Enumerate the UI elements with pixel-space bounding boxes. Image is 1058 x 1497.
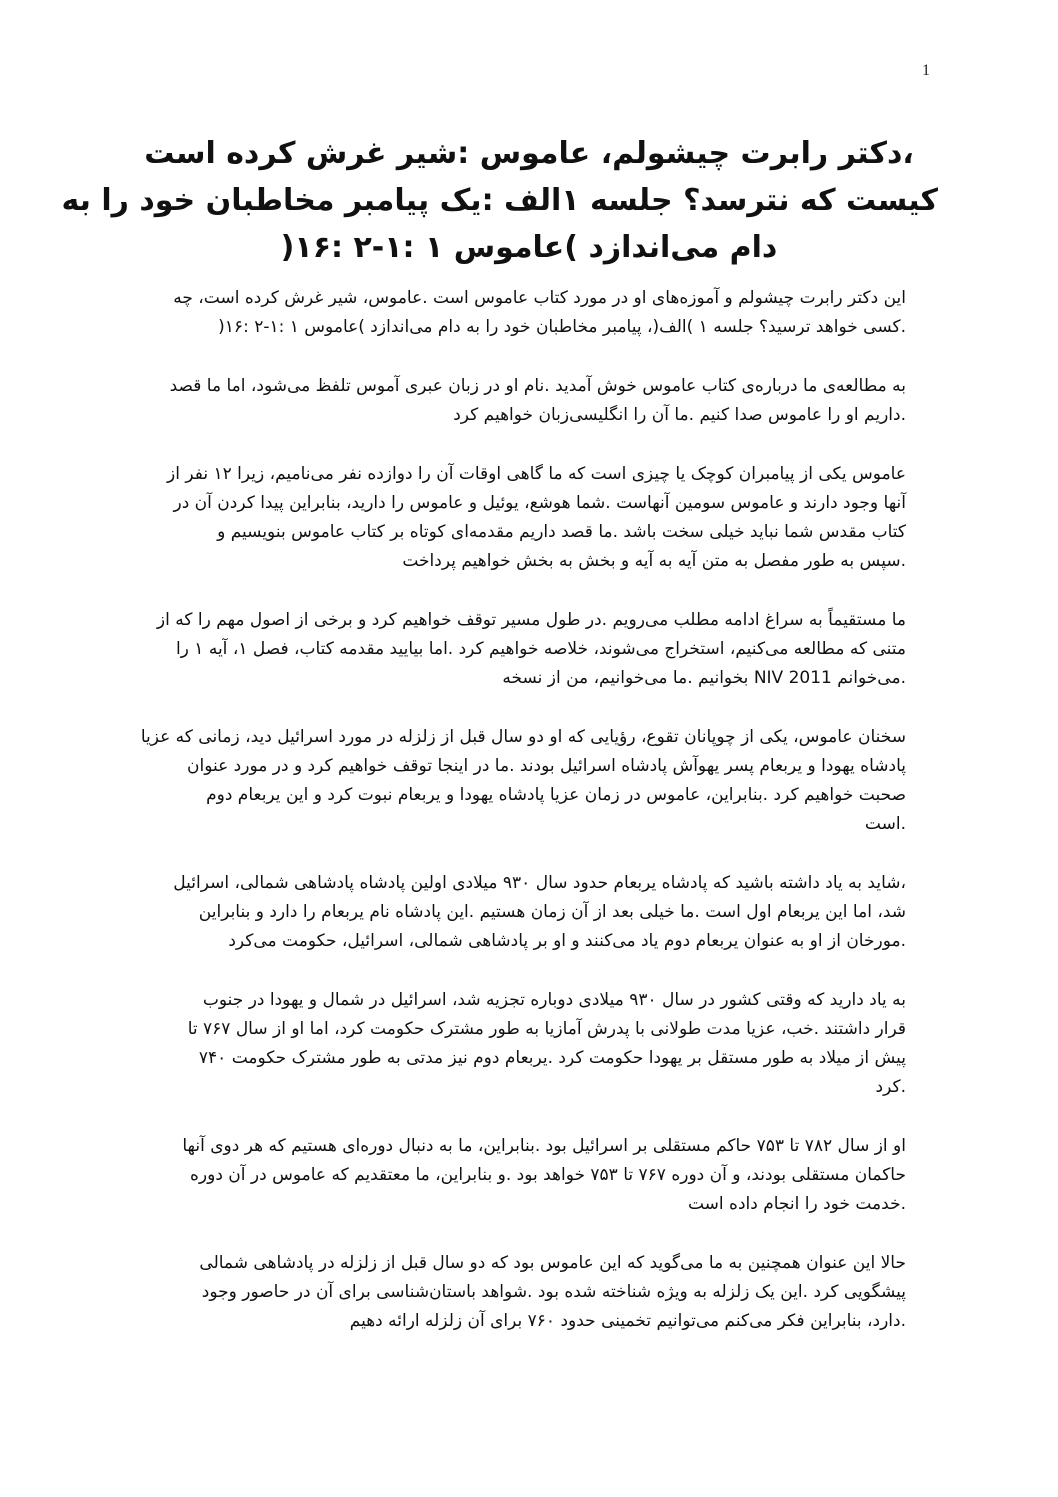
text-line: .می‌خوانم NIV 2011 بخوانیم .ما می‌خوانیم، من از نسخه [502, 668, 906, 688]
page-number: 1 [922, 62, 930, 79]
text-line: حالا این عنوان همچنین به ما می‌گوید که این عاموس بود که دو سال قبل از زلزله در پادشاهی شمالی [199, 1253, 906, 1273]
text-line: صحبت خواهیم کرد .بنابراین، عاموس در زمان عزیا پادشاه یهودا و یربعام نبوت کرد و این یربعام دوم [206, 785, 906, 805]
paragraph-earthquake [126, 1249, 906, 1336]
document-title [61, 130, 938, 271]
paragraph-welcome [126, 372, 906, 430]
text-line: کتاب مقدس شما نباید خیلی سخت باشد .ما قصد داریم مقدمه‌ای کوتاه بر کتاب عاموس بنویسیم و [217, 522, 906, 542]
text-line: عاموس یکی از پیامبران کوچک یا چیزی است که ما گاهی اوقات آن را دوازده نفر می‌نامیم، زیرا ۱۲ نفر از [167, 464, 906, 484]
text-line: ،شاید به یاد داشته باشید که پادشاه یربعام حدود سال ۹۳۰ میلادی اولین پادشاه پادشاهی شمالی، اسرائیل [173, 873, 906, 893]
text-line: .است [864, 814, 906, 834]
text-line: .سپس به طور مفصل به متن آیه به آیه و بخش به بخش خواهیم پرداخت [402, 551, 906, 571]
text-line: متنی که مطالعه می‌کنیم، استخراج می‌شوند، خلاصه خواهیم کرد .اما بیایید مقدمه کتاب، فصل ۱، آیه ۱ را [175, 639, 906, 659]
text-line: ما مستقیماً به سراغ ادامه مطلب می‌رویم .در طول مسیر توقف خواهیم کرد و برخی از اصول مهم را که از [156, 610, 906, 630]
text-line: .دارد، بنابراین فکر می‌کنم می‌توانیم تخمینی حدود ۷۶۰ برای آن زلزله ارائه دهیم [349, 1311, 906, 1331]
text-line: قرار داشتند .خب، عزیا مدت طولانی با پدرش آمازیا به طور مشترک حکومت کرد، اما او از سال ۷۶۷ تا [187, 1019, 906, 1039]
text-line: سخنان عاموس، یکی از چوپانان تقوع، رؤیایی که او دو سال قبل از زلزله در مورد اسرائیل دید، زمانی که عزیا [140, 727, 906, 747]
text-line: به مطالعه‌ی ما درباره‌ی کتاب عاموس خوش آمدید .نام او در زبان عبری آموس تلفظ می‌شود، اما ما قصد [169, 376, 906, 396]
document-body [126, 284, 906, 1366]
text-line: .کسی خواهد ترسید؟ جلسه ۱ )الف(، پیامبر مخاطبان خود را به دام می‌اندازد )عاموس ۱ :۱-۲ :۱۶( [218, 317, 906, 337]
text-line: به یاد دارید که وقتی کشور در سال ۹۳۰ میلادی دوباره تجزیه شد، اسرائیل در شمال و یهودا در جنوب [202, 990, 906, 1010]
title-line: کیست که نترسد؟ جلسه ۱الف :یک پیامبر مخاطبان خود را به [61, 183, 938, 218]
text-line: .داریم او را عاموس صدا کنیم .ما آن را انگلیسی‌زبان خواهیم کرد [453, 405, 906, 425]
text-line: پیش از میلاد به طور مستقل بر یهودا حکومت کرد .یربعام دوم نیز مدتی به طور مشترک حکومت ۷۴۰ [198, 1048, 906, 1068]
text-line: .خدمت خود را انجام داده است [687, 1194, 906, 1214]
paragraph-reading [126, 606, 906, 693]
text-line: این دکتر رابرت چیشولم و آموزه‌های او در مورد کتاب عاموس است .عاموس، شیر غرش کرده است، چه [173, 288, 906, 308]
paragraph-intro [126, 284, 906, 342]
text-line: .مورخان از او به عنوان یربعام دوم یاد می‌کنند و او بر پادشاهی شمالی، اسرائیل، حکومت می‌کرد [228, 931, 906, 951]
paragraph-jeroboam [126, 869, 906, 956]
text-line: حاکمان مستقلی بودند، و آن دوره ۷۶۷ تا ۷۵۳ خواهد بود .و بنابراین، ما معتقدیم که عاموس در آن دوره [190, 1165, 906, 1185]
text-line: شد، اما این یربعام اول است .ما خیلی بعد از آن زمان هستیم .این پادشاه نام یربعام را دارد و بنابراین [198, 902, 906, 922]
paragraph-uzziah [126, 986, 906, 1102]
paragraph-verse [126, 723, 906, 839]
text-line: پادشاه یهودا و یربعام پسر یهوآش پادشاه اسرائیل بودند .ما در اینجا توقف خواهیم کرد و در مورد عنوان [187, 756, 906, 776]
title-line: ،دکتر رابرت چیشولم، عاموس :شیر غرش کرده است [144, 136, 914, 171]
title-line: دام می‌اندازد )عاموس ۱ :۱-۲ :۱۶( [280, 230, 778, 265]
text-line: .کرد [875, 1077, 906, 1097]
paragraph-dates [126, 1132, 906, 1219]
text-line: آنها وجود دارند و عاموس سومین آنهاست .شما هوشع، یوئیل و عاموس را دارید، بنابراین پیدا کردن آن در [173, 493, 906, 513]
text-line: او از سال ۷۸۲ تا ۷۵۳ حاکم مستقلی بر اسرائیل بود .بنابراین، ما به دنبال دوره‌ای هستیم که هر دوی آنها [182, 1136, 906, 1156]
text-line: پیشگویی کرد .این یک زلزله به ویژه شناخته شده بود .شواهد باستان‌شناسی برای آن در حاصور وجود [201, 1282, 906, 1302]
paragraph-minor-prophets [126, 460, 906, 576]
